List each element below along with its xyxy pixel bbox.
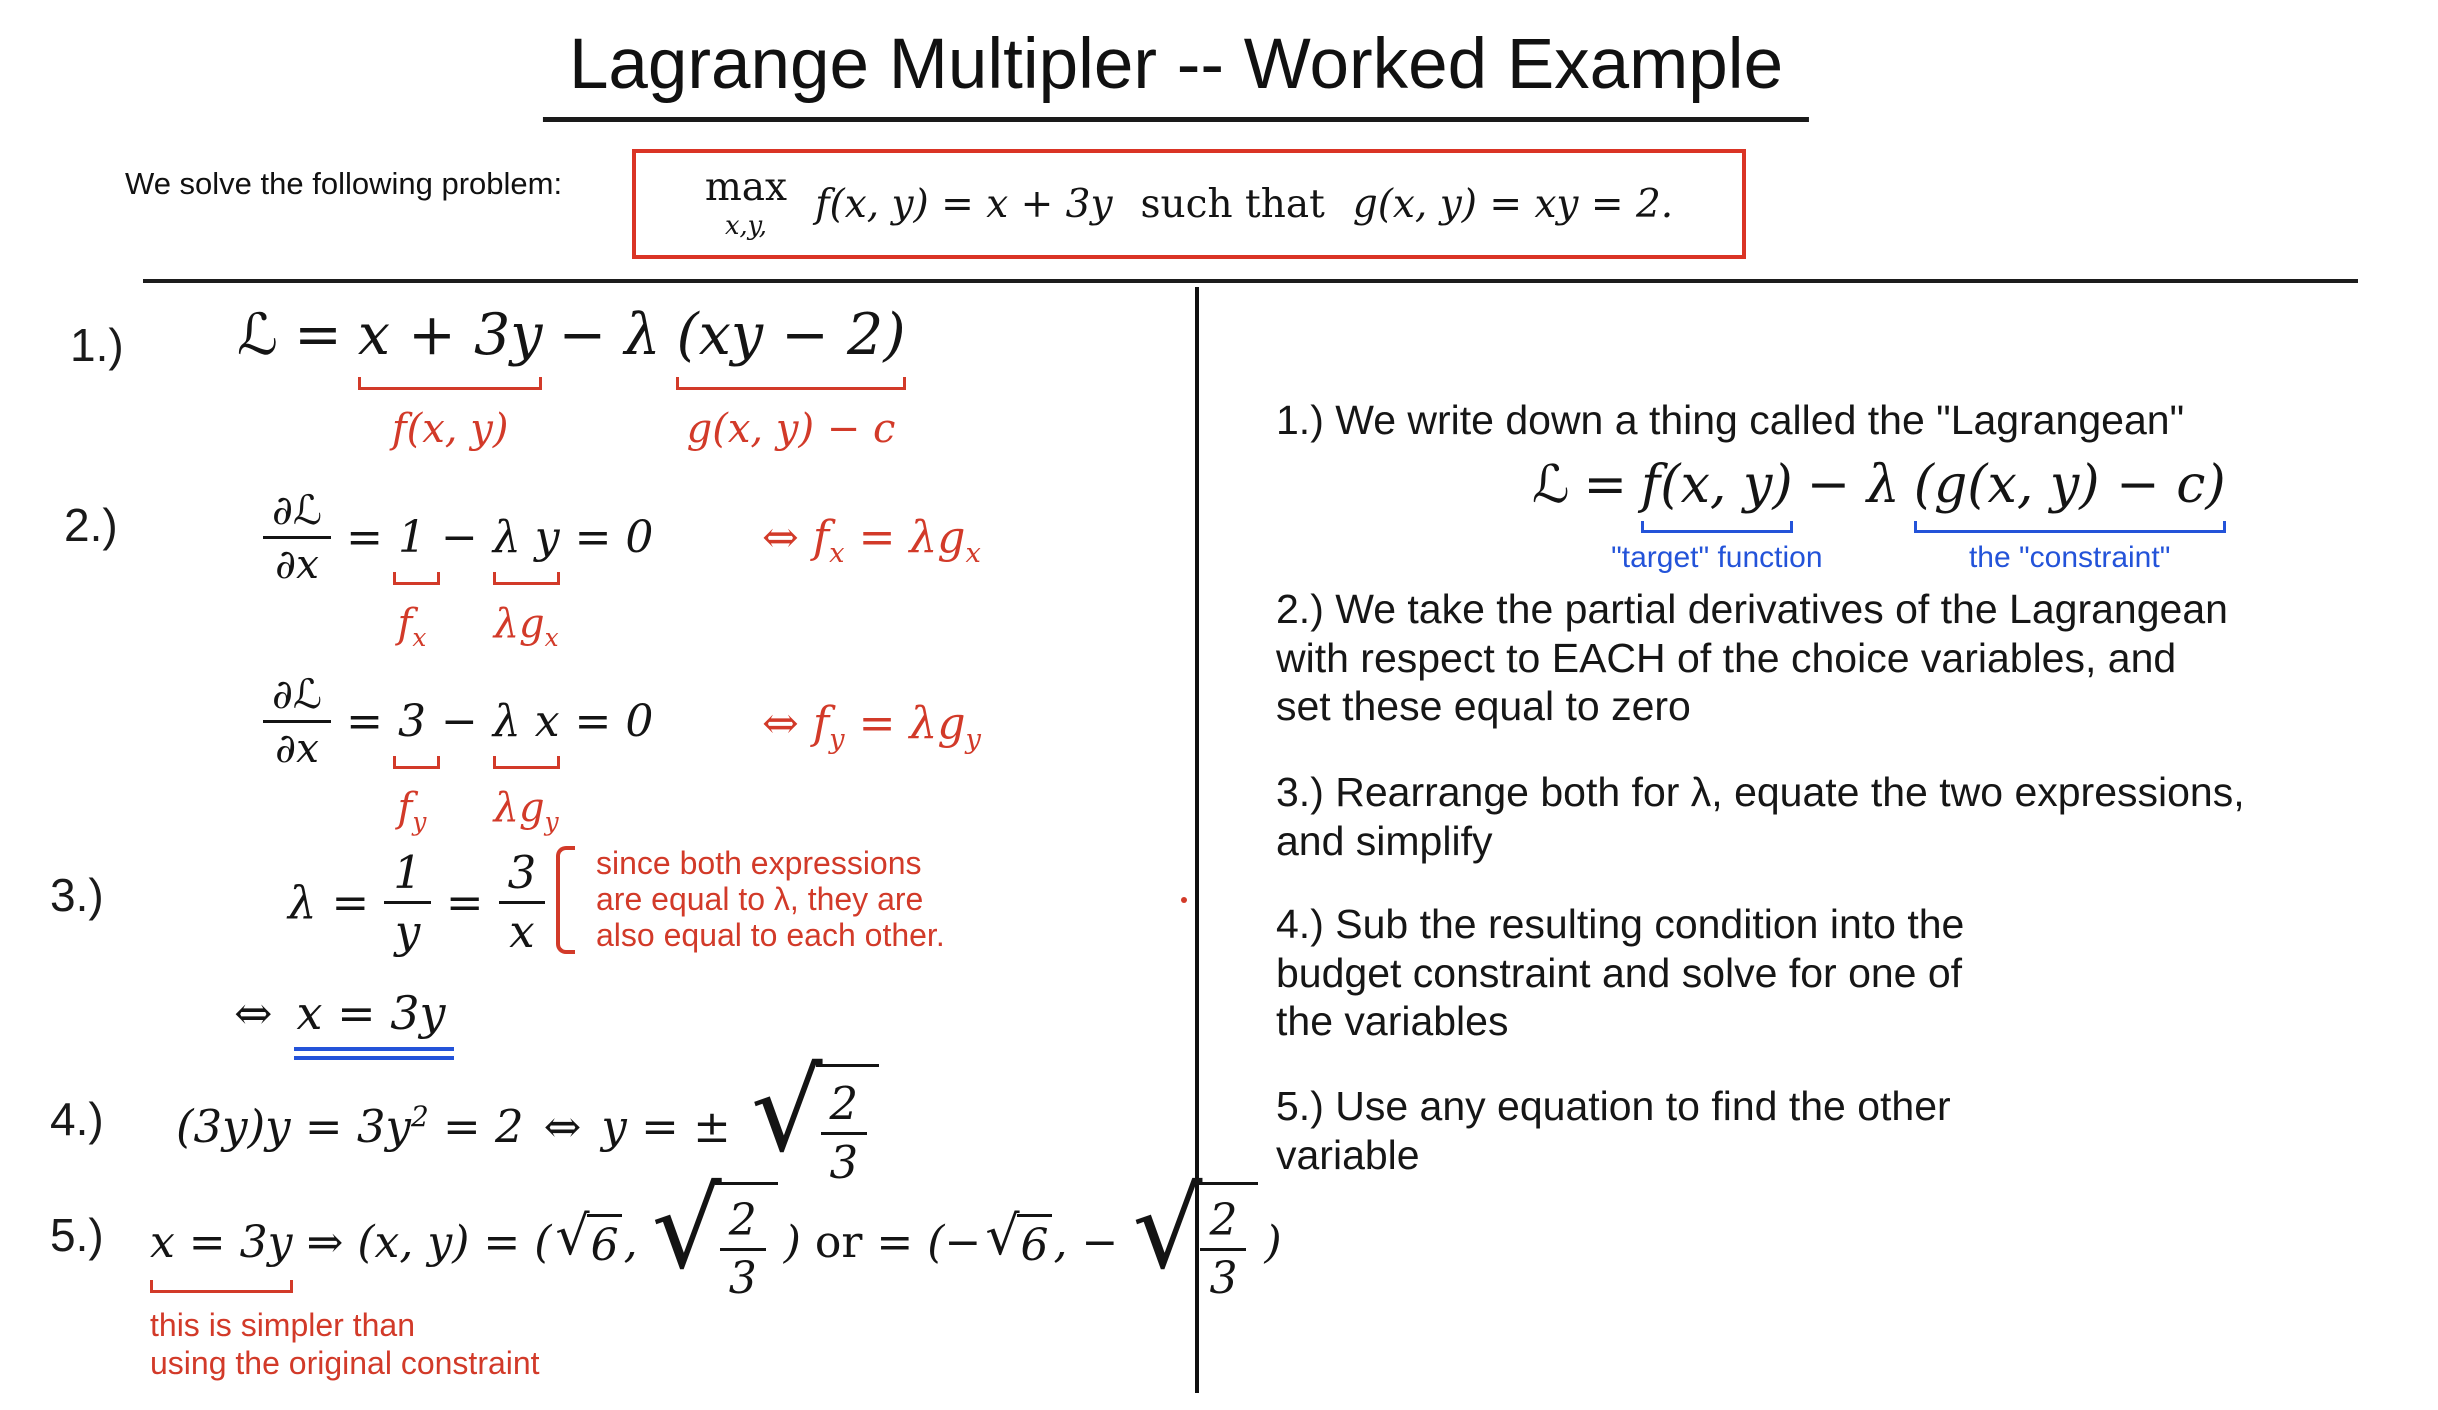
equals-zero: = 0	[574, 512, 654, 564]
minus-sign: −	[440, 696, 478, 748]
target-function-part	[1611, 455, 1823, 574]
step3-red-note	[596, 845, 945, 953]
note-line: using the original constraint	[150, 1345, 540, 1381]
sqrt-two-thirds: √ $\frac{2}{3}$	[751, 1064, 879, 1189]
lambda-symbol: λ	[288, 876, 317, 930]
lagrangian-equation	[237, 302, 906, 452]
objective-function: f(x, y) = x + 3y	[815, 181, 1113, 227]
fx-term	[397, 512, 427, 653]
page-title: Lagrange Multipler -- Worked Example	[543, 24, 1809, 122]
fy-underbracket	[393, 756, 440, 769]
equals-sign: =	[876, 1217, 914, 1269]
lambda-equation	[288, 848, 545, 958]
lgx-underbracket	[493, 572, 560, 585]
solution-equation	[150, 1165, 1282, 1305]
note-line: this is simpler than	[150, 1307, 415, 1343]
xy-pair: (x, y)	[357, 1217, 470, 1269]
partial-numerator: ∂ℒ	[263, 672, 331, 723]
fy-term-label: $f_y$	[397, 785, 427, 837]
horizontal-divider	[143, 279, 2358, 283]
intro-label: We solve the following problem:	[125, 166, 563, 201]
max-operator	[704, 165, 788, 242]
partial-denominator: ∂x	[275, 540, 319, 589]
equals-sign: =	[483, 1217, 521, 1269]
or-word: or	[814, 1217, 863, 1269]
equals-sign: =	[445, 876, 484, 930]
implies-arrow: ⇒	[306, 1217, 344, 1269]
text-line: budget constraint and solve for one of	[1276, 949, 1963, 996]
lgx-term-label: $\lambda g_x$	[493, 601, 559, 653]
radical-sign: √	[985, 1204, 1020, 1268]
target-underbracket	[1641, 521, 1793, 533]
partial-denominator: ∂x	[275, 724, 319, 773]
partial-fraction	[263, 488, 331, 588]
such-that-text: such that	[1140, 181, 1325, 227]
constraint-underbracket	[1914, 521, 2226, 533]
constraint-equation: g(x, y) = xy = 2.	[1352, 181, 1674, 227]
text-line: 5.) Use any equation to find the other	[1276, 1083, 1951, 1129]
open-paren-negative: (−	[927, 1217, 982, 1269]
script-L: ℒ	[1532, 455, 1570, 515]
partial-fraction	[263, 672, 331, 772]
text-line: 2.) We take the partial derivatives of the Lagrangean	[1276, 586, 2228, 632]
step2-number: 2.)	[64, 499, 118, 551]
condition-underbracket	[150, 1280, 293, 1293]
open-paren: (	[534, 1217, 552, 1269]
constraint-expression: (xy − 2)	[676, 302, 906, 368]
step1-number: 1.)	[70, 319, 124, 371]
foc-y-equivalence: ⇔ $f_y = \lambda g_y$	[762, 698, 981, 755]
g-label: g(x, y) − c	[686, 406, 896, 452]
script-L: ℒ	[237, 302, 279, 368]
problem-box	[632, 149, 1746, 259]
sqrt-two-thirds: √ $\frac{2}{3}$	[652, 1182, 778, 1304]
minus-lambda: − λ	[1806, 455, 1900, 515]
right-step4-text	[1276, 900, 1964, 1046]
equals-sign: =	[346, 512, 383, 564]
foc-x-equivalence: ⇔ $f_x = \lambda g_x$	[762, 512, 981, 569]
partial-x-equation	[263, 486, 654, 653]
y-plusminus: y = ±	[601, 1099, 731, 1153]
f-underbracket	[358, 377, 543, 390]
f-label: f(x, y)	[391, 406, 509, 452]
close-paren: )	[1264, 1217, 1282, 1269]
substitution-equation	[176, 1046, 879, 1190]
lgy-underbracket	[493, 756, 560, 769]
equals-sign: =	[331, 876, 370, 930]
term-value: 1	[397, 512, 426, 564]
right-step5-text	[1276, 1082, 1951, 1179]
stray-red-dot	[1181, 897, 1187, 903]
radical-sign: √	[555, 1204, 590, 1268]
right-step1-text: 1.) We write down a thing called the "Lagrangean"	[1276, 397, 2185, 443]
x-equals-3y-result	[234, 986, 446, 1040]
condition-expression: x = 3y	[150, 1217, 293, 1269]
note-line: since both expressions	[596, 845, 922, 881]
equals-sign: =	[1583, 455, 1628, 515]
text-line: variable	[1276, 1131, 1420, 1178]
step5-red-note	[150, 1306, 540, 1382]
max-word: max	[704, 165, 788, 211]
minus-lambda: − λ	[558, 302, 661, 368]
lgx-term	[492, 512, 560, 653]
step3-number: 3.)	[50, 869, 104, 921]
note-line: also equal to each other.	[596, 917, 945, 953]
fraction-3-over-x: $\frac{3}{x}$	[499, 848, 546, 958]
result-double-underlined: x = 3y	[296, 986, 446, 1040]
step4-number: 4.)	[50, 1093, 104, 1145]
objective-expression: x + 3y	[357, 302, 543, 368]
iff-arrow: ⇔	[543, 1099, 582, 1153]
max-subscript: x,y,	[724, 211, 767, 242]
sqrt-six: √ 6	[985, 1214, 1051, 1271]
fraction-1-over-y: $\frac{1}{y}$	[384, 848, 431, 958]
constraint-expression: (g(x, y) − c)	[1913, 455, 2226, 515]
text-line: the variables	[1276, 998, 1509, 1044]
objective-part	[357, 302, 543, 452]
general-lagrangian-equation	[1532, 455, 2226, 574]
partial-numerator: ∂ℒ	[263, 488, 331, 539]
text-line: and simplify	[1276, 817, 1493, 864]
comma-negative: , −	[1053, 1217, 1119, 1269]
step5-number: 5.)	[50, 1209, 104, 1261]
lgy-term-label: $\lambda g_y$	[493, 785, 559, 837]
right-step3-text	[1276, 768, 2245, 865]
partial-y-equation	[263, 670, 654, 837]
equals-sign: =	[294, 302, 342, 368]
text-line: set these equal to zero	[1276, 683, 1691, 729]
lhs-expression: $(3y)y = 3y^2 = 2$	[176, 1099, 524, 1153]
text-line: with respect to EACH of the choice variables, and	[1276, 634, 2177, 681]
term-value: 3	[397, 696, 426, 748]
sqrt-six: √ 6	[555, 1214, 621, 1271]
radical-sign: √	[1132, 1165, 1203, 1293]
term-value: λ y	[492, 512, 560, 564]
target-function-expression: f(x, y)	[1641, 455, 1793, 515]
radical-sign: √	[651, 1165, 722, 1293]
equals-zero: = 0	[574, 696, 654, 748]
note-line: are equal to λ, they are	[596, 881, 924, 917]
g-underbracket	[676, 377, 905, 390]
target-function-label: "target" function	[1611, 541, 1823, 574]
text-line: 4.) Sub the resulting condition into the	[1276, 901, 1965, 947]
lgy-term	[492, 696, 560, 837]
condition-part	[150, 1217, 293, 1268]
red-square-bracket	[556, 846, 575, 954]
close-paren: )	[783, 1217, 801, 1269]
constraint-part	[676, 302, 906, 452]
text-line: 3.) Rearrange both for λ, equate the two expressions,	[1276, 769, 2245, 815]
constraint-part	[1913, 455, 2226, 574]
fx-term-label: $f_x$	[397, 601, 427, 653]
term-value: λ x	[492, 696, 560, 748]
fx-underbracket	[393, 572, 440, 585]
radical-sign: √	[750, 1046, 823, 1177]
equals-sign: =	[346, 696, 383, 748]
constraint-label: the "constraint"	[1968, 541, 2171, 574]
comma: ,	[623, 1217, 638, 1269]
fy-term	[397, 696, 427, 837]
right-step2-text	[1276, 585, 2228, 731]
sqrt-two-thirds: √ $\frac{2}{3}$	[1132, 1182, 1258, 1304]
iff-arrow: ⇔	[234, 986, 273, 1040]
minus-sign: −	[440, 512, 478, 564]
